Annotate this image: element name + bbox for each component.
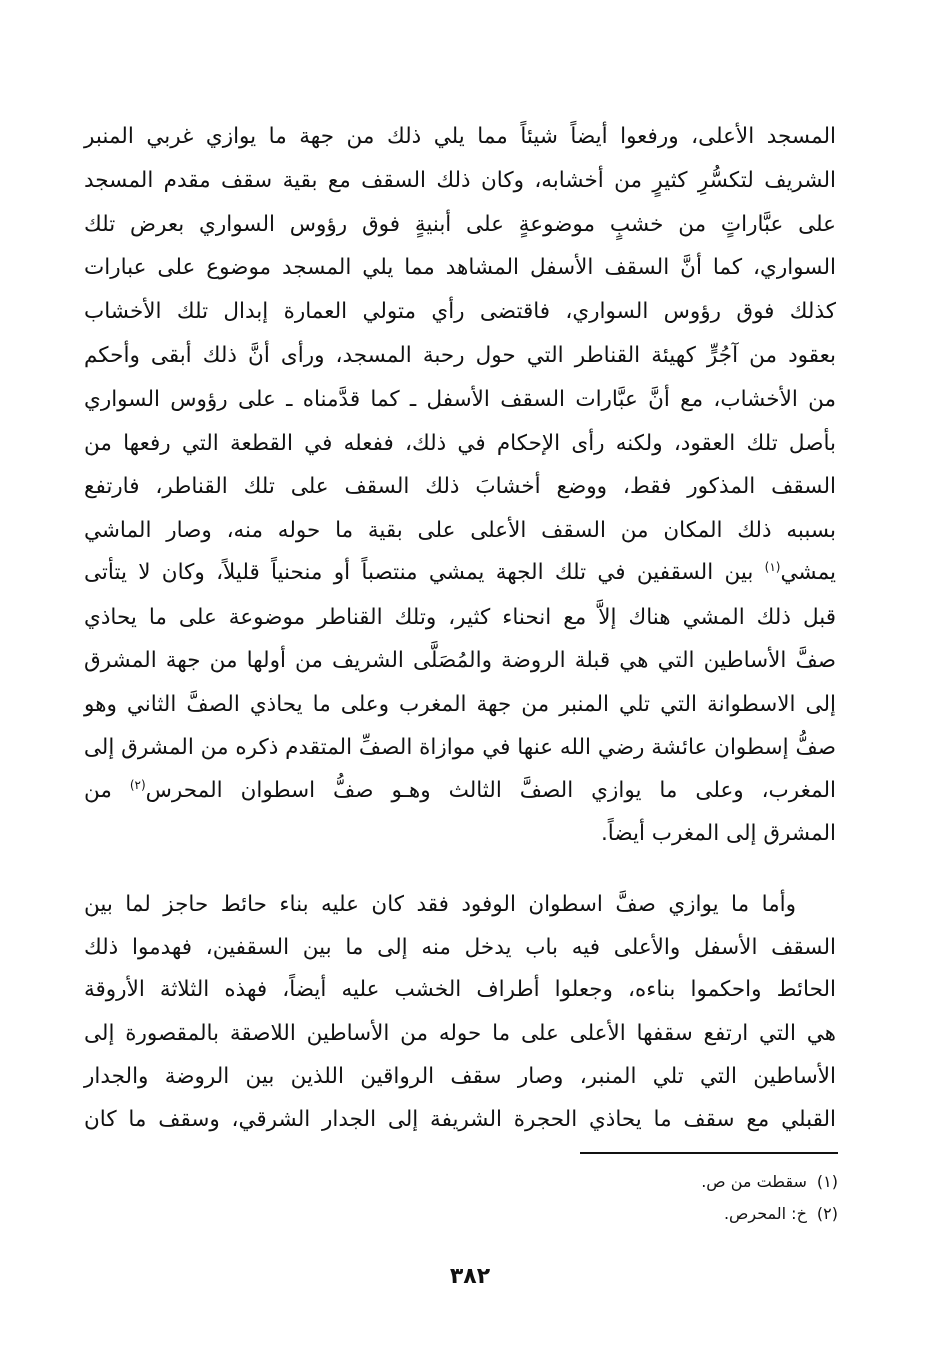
- footnote-text: خ: المحرص.: [723, 1204, 807, 1223]
- text-line: بأصل تلك العقود، ولكنه رأى الإحكام في ذلك، ففعله في القطعة التي رفعها من: [84, 431, 836, 456]
- text-segment: المغرب، وعلى ما يوازي الصفَّ الثالث وهـو صفُّ اسطوان المحرس: [145, 778, 836, 803]
- footnote-text: سقطت من ص.: [701, 1172, 807, 1191]
- text-line-with-footnote: [84, 553, 836, 593]
- text-line: السواري، كما أنَّ السقف الأسفل المشاهد مما يلي المسجد موضوع على عبارات: [84, 255, 836, 280]
- text-line: كذلك فوق رؤوس السواري، فاقتضى رأي متولي العمارة إبدال تلك الأخشاب: [84, 299, 836, 324]
- footnote-divider: [580, 1152, 838, 1154]
- text-line: الأساطين التي تلي المنبر، وصار سقف الرواقين اللذين بين الروضة والجدار: [84, 1064, 836, 1089]
- footnote-number: (٢): [816, 1204, 838, 1223]
- text-line: السقف الأسفل والأعلى فيه باب يدخل منه إلى ما بين السقفين، فهدموا ذلك: [84, 935, 836, 960]
- text-segment: بين السقفين في تلك الجهة يمشي منتصباً أو منحنياً قليلاً، وكان لا يتأتى: [84, 560, 765, 585]
- text-line: على عبَّاراتٍ من خشبٍ موضوعةٍ على أبنيةٍ فوق رؤوس السواري بعرض تلك: [84, 212, 836, 237]
- footnote-1: [538, 1167, 838, 1197]
- text-line: قبل ذلك المشي هناك إلاَّ مع انحناء كثير، وتلك القناطر موضوعة على ما يحاذي: [84, 605, 836, 630]
- text-line: صفَّ الأساطين التي هي قبلة الروضة والمُصَلَّى الشريف من أولها من جهة المشرق: [84, 648, 836, 673]
- text-line: المسجد الأعلى، ورفعوا أيضاً شيئاً مما يلي ذلك من جهة ما يوازي غربي المنبر: [84, 124, 836, 149]
- text-line: الشريف لتكسُّرِ كثيرٍ من أخشابه، وكان ذلك السقف مع بقية سقف مقدم المسجد: [84, 168, 836, 193]
- text-line: الحائط واحكموا بناءه، وجعلوا أطراف الخشب عليه أيضاً، فهذه الثلاثة الأروقة: [84, 977, 836, 1002]
- footnote-ref-1[interactable]: (١): [764, 559, 781, 574]
- page-number: ٣٨٢: [449, 1264, 491, 1289]
- text-segment: من: [84, 778, 130, 803]
- text-line: المشرق إلى المغرب أيضاً.: [600, 821, 836, 846]
- text-line: بعقود من آجُرٍّ كهيئة القناطر التي حول رحبة المسجد، ورأى أنَّ ذلك أبقى وأحكم: [84, 343, 836, 368]
- text-line-with-footnote: [84, 771, 836, 811]
- text-segment: يمشي: [780, 560, 836, 585]
- text-line: من الأخشاب، مع أنَّ عبَّارات السقف الأسفل ـ كما قدَّمناه ـ على رؤوس السواري: [84, 387, 836, 412]
- footnote-number: (١): [816, 1172, 838, 1191]
- text-line: بسببه ذلك المكان من السقف الأعلى على بقية ما حوله منه، وصار الماشي: [84, 518, 836, 543]
- text-line: القبلي مع سقف ما يحاذي الحجرة الشريفة إلى الجدار الشرقي، وسقف ما كان: [84, 1107, 836, 1132]
- text-line: وأما ما يوازي صفَّ اسطوان الوفود فقد كان عليه بناء حائط حاجز لما بين: [84, 892, 796, 917]
- text-line: السقف المذكور فقط، ووضع أخشابَ ذلك السقف على تلك القناطر، فارتفع: [84, 474, 836, 499]
- footnote-2: [538, 1199, 838, 1229]
- text-line: صفُّ إسطوان عائشة رضي الله عنها في موازاة الصفِّ المتقدم ذكره من المشرق إلى: [83, 735, 836, 760]
- text-line: إلى الاسطوانة التي تلي المنبر من جهة المغرب وعلى ما يحاذي الصفَّ الثاني وهو: [84, 692, 836, 717]
- footnote-ref-2[interactable]: (٢): [129, 777, 146, 792]
- text-line: هي التي ارتفع سقفها الأعلى على ما حوله من الأساطين اللاصقة بالمقصورة إلى: [84, 1021, 836, 1046]
